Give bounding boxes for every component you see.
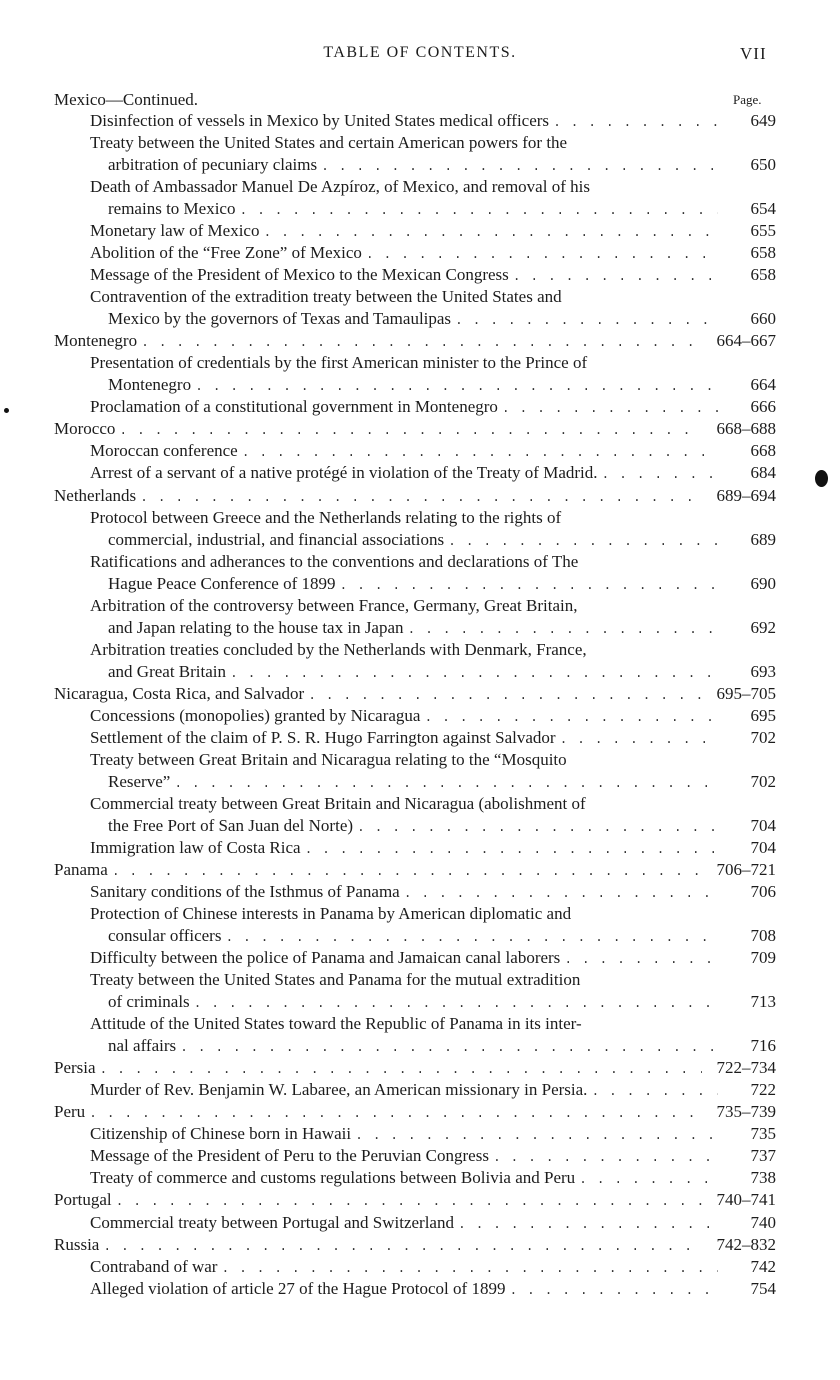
dot-leader — [509, 1280, 718, 1302]
dot-leader — [225, 927, 718, 949]
toc-line — [90, 881, 722, 905]
toc-page-number: 692 — [750, 617, 776, 637]
margin-dot-mark — [815, 470, 828, 487]
toc-line — [108, 617, 722, 641]
toc-entry-text: Panama — [54, 860, 108, 880]
toc-line — [90, 947, 722, 971]
toc-line — [90, 286, 722, 308]
toc-page-number: 722–734 — [716, 1058, 776, 1078]
dot-leader — [493, 1147, 718, 1169]
toc-entry-text: Montenegro — [54, 331, 138, 351]
dot-leader — [408, 619, 718, 641]
toc-page-number: 706–721 — [716, 860, 776, 880]
toc-page-number: 742–832 — [716, 1234, 776, 1254]
toc-entry-text: Montenegro — [108, 375, 192, 395]
dot-leader — [458, 1214, 718, 1236]
running-title: TABLE OF CONTENTS. — [323, 44, 517, 61]
dot-leader — [119, 420, 702, 442]
toc-line — [90, 595, 722, 617]
toc-line — [108, 991, 722, 1015]
toc-line — [90, 1013, 722, 1035]
toc-entry-text: Contraband of war — [90, 1256, 218, 1276]
toc-page-number: 668 — [750, 441, 776, 461]
toc-page-number: 722 — [750, 1080, 776, 1100]
dot-leader — [103, 1236, 702, 1258]
toc-line — [54, 683, 706, 707]
toc-line — [90, 903, 722, 925]
toc-entry-text: Protection of Chinese interests in Panama by American diplomatic and — [90, 904, 572, 924]
toc-line — [108, 1035, 722, 1059]
toc-line — [54, 485, 706, 509]
dot-leader — [180, 1037, 718, 1059]
dot-leader — [355, 1125, 718, 1147]
dot-leader — [340, 575, 718, 597]
toc-line — [90, 440, 722, 464]
dot-leader — [230, 663, 718, 685]
dot-leader — [140, 487, 702, 509]
toc-line — [54, 418, 706, 442]
toc-line — [90, 220, 722, 244]
dot-leader — [564, 949, 718, 971]
toc-page-number: 735 — [750, 1124, 776, 1144]
toc-page-number: 689 — [750, 529, 776, 549]
toc-line — [90, 793, 722, 815]
toc-line — [108, 154, 722, 178]
toc-line — [54, 330, 706, 354]
page-header — [0, 44, 840, 68]
toc-entry-text: Sanitary conditions of the Isthmus of Panama — [90, 882, 400, 902]
toc-entry-text: Arbitration of the controversy between France, Germany, Great Britain, — [90, 595, 578, 615]
toc-entry-text: remains to Mexico — [108, 199, 236, 219]
dot-leader — [553, 112, 718, 134]
toc-line — [90, 352, 722, 374]
toc-line — [90, 837, 722, 861]
dot-leader — [141, 332, 702, 354]
toc-line — [54, 1189, 706, 1213]
margin-dot-mark — [4, 408, 9, 413]
toc-line — [90, 1079, 722, 1103]
dot-leader — [502, 398, 718, 420]
dot-leader — [591, 1081, 718, 1103]
toc-line — [90, 242, 722, 266]
toc-entry-text: Citizenship of Chinese born in Hawaii — [90, 1124, 352, 1144]
toc-page-number: 684 — [750, 463, 776, 483]
dot-leader — [357, 817, 718, 839]
toc-line — [108, 573, 722, 597]
toc-page-number: 704 — [750, 837, 776, 857]
dot-leader — [174, 773, 718, 795]
toc-page-number: 658 — [750, 265, 776, 285]
toc-entry-text: Protocol between Greece and the Netherlands relating to the rights of — [90, 507, 562, 527]
toc-page-number: 735–739 — [716, 1102, 776, 1122]
toc-entry-text: Concessions (monopolies) granted by Nicaragua — [90, 705, 421, 725]
toc-page-number: 693 — [750, 661, 776, 681]
toc-entry-text: of criminals — [108, 992, 190, 1012]
dot-leader — [366, 244, 718, 266]
toc-page-number: 740 — [750, 1212, 776, 1232]
toc-line — [90, 705, 722, 729]
toc-page-number: 706 — [750, 882, 776, 902]
dot-leader — [448, 531, 718, 553]
toc-line — [108, 925, 722, 949]
toc-entry-text: commercial, industrial, and financial associations — [108, 529, 445, 549]
toc-page-number: 709 — [750, 948, 776, 968]
toc-entry-text: Contravention of the extradition treaty between the United States and — [90, 287, 562, 307]
toc-entry-text: Russia — [54, 1234, 100, 1254]
toc-line — [54, 859, 706, 883]
toc-entry-text: Hague Peace Conference of 1899 — [108, 573, 336, 593]
dot-leader — [455, 310, 718, 332]
toc-line — [90, 462, 722, 486]
dot-leader — [194, 993, 718, 1015]
dot-leader — [308, 685, 702, 707]
toc-line — [108, 771, 722, 795]
toc-entry-text: Alleged violation of article 27 of the Hague Protocol of 1899 — [90, 1278, 506, 1298]
toc-line — [90, 110, 722, 134]
toc-entry-text: Treaty of commerce and customs regulations between Bolivia and Peru — [90, 1168, 576, 1188]
dot-leader — [100, 1059, 702, 1081]
toc-entry-text: consular officers — [108, 926, 222, 946]
toc-entry-text: Message of the President of Peru to the Peruvian Congress — [90, 1146, 489, 1166]
toc-entry-text: Portugal — [54, 1190, 112, 1210]
toc-page-number: 664–667 — [716, 331, 776, 351]
toc-line — [90, 132, 722, 154]
toc-line — [108, 815, 722, 839]
toc-entry-text: Netherlands — [54, 485, 137, 505]
toc-page-number: 695 — [750, 705, 776, 725]
toc-line — [90, 1256, 722, 1280]
toc-page-number: 702 — [750, 727, 776, 747]
dot-leader — [560, 729, 718, 751]
dot-leader — [263, 222, 718, 244]
toc-page-number: 668–688 — [716, 419, 776, 439]
toc-line — [54, 1057, 706, 1081]
toc-entry-text: Commercial treaty between Great Britain and Nicaragua (abolishment of — [90, 793, 586, 813]
toc-entry-text: Ratifications and adherances to the conventions and declarations of The — [90, 551, 579, 571]
page-number: VII — [740, 44, 767, 63]
toc-page-number: 704 — [750, 815, 776, 835]
toc-line — [90, 1212, 722, 1236]
toc-entry-text: the Free Port of San Juan del Norte) — [108, 815, 354, 835]
dot-leader — [89, 1103, 702, 1125]
dot-leader — [242, 442, 718, 464]
section-title: Mexico—Continued. — [54, 90, 199, 109]
dot-leader — [112, 861, 702, 883]
dot-leader — [305, 839, 718, 861]
toc-page-number: 708 — [750, 926, 776, 946]
toc-page-number: 738 — [750, 1168, 776, 1188]
toc-entry-text: Moroccan conference — [90, 441, 238, 461]
toc-entry-text: Morocco — [54, 419, 116, 439]
dot-leader — [602, 464, 718, 486]
dot-leader — [404, 883, 718, 905]
dot-leader — [513, 266, 718, 288]
toc-entry-text: Message of the President of Mexico to the Mexican Congress — [90, 265, 509, 285]
toc-line — [90, 639, 722, 661]
toc-page-number: 666 — [750, 397, 776, 417]
toc-entry-text: Commercial treaty between Portugal and Switzerland — [90, 1212, 454, 1232]
toc-entry-text: Arrest of a servant of a native protégé in violation of the Treaty of Madrid. — [90, 463, 598, 483]
toc-line — [90, 1167, 722, 1191]
toc-entry-text: Treaty between the United States and Panama for the mutual extradition — [90, 970, 581, 990]
dot-leader — [195, 376, 718, 398]
toc-line — [90, 551, 722, 573]
dot-leader — [321, 156, 718, 178]
toc-line — [90, 1123, 722, 1147]
toc-line — [54, 1234, 706, 1258]
dot-leader — [579, 1169, 718, 1191]
toc-page-number: 660 — [750, 309, 776, 329]
toc-page-number: 737 — [750, 1146, 776, 1166]
toc-entry-text: Persia — [54, 1058, 96, 1078]
toc-line — [108, 529, 722, 553]
toc-page-number: 740–741 — [716, 1190, 776, 1210]
toc-entry-text: Abolition of the “Free Zone” of Mexico — [90, 243, 362, 263]
dot-leader — [116, 1191, 702, 1213]
toc-page-number: 650 — [750, 155, 776, 175]
toc-page-number: 664 — [750, 375, 776, 395]
toc-page-number: 702 — [750, 771, 776, 791]
toc-page-number: 658 — [750, 243, 776, 263]
toc-line — [54, 1101, 706, 1125]
toc-page-number: 649 — [750, 111, 776, 130]
toc-entry-text: Difficulty between the police of Panama and Jamaican canal laborers — [90, 948, 561, 968]
toc-line — [108, 661, 722, 685]
toc-line — [90, 727, 722, 751]
toc-entry-text: Settlement of the claim of P. S. R. Hugo Farrington against Salvador — [90, 727, 556, 747]
toc-line — [90, 1145, 722, 1169]
toc-line — [90, 176, 722, 198]
toc-line — [108, 308, 722, 332]
toc-entry-text: Proclamation of a constitutional government in Montenegro — [90, 397, 498, 417]
toc-entry-text: Monetary law of Mexico — [90, 221, 260, 241]
toc-entry-text: Mexico by the governors of Texas and Tamaulipas — [108, 309, 452, 329]
toc-entry-text: Murder of Rev. Benjamin W. Labaree, an American missionary in Persia. — [90, 1080, 588, 1100]
toc-page-number: 716 — [750, 1036, 776, 1056]
toc-page-number: 654 — [750, 199, 776, 219]
toc-entry-text: Reserve” — [108, 771, 171, 791]
toc-entry-text: Treaty between Great Britain and Nicaragua relating to the “Mosquito — [90, 749, 567, 769]
toc-line — [90, 749, 722, 771]
toc-entry-text: and Great Britain — [108, 661, 227, 681]
dot-leader — [221, 1258, 718, 1280]
toc-entry-text: Presentation of credentials by the first American minister to the Prince of — [90, 353, 588, 373]
toc-page-number: 742 — [750, 1256, 776, 1276]
toc-line — [108, 374, 722, 398]
toc-line — [90, 264, 722, 288]
toc-entry-text: Treaty between the United States and certain American powers for the — [90, 133, 568, 153]
toc-entry-text: nal affairs — [108, 1036, 177, 1056]
toc-entry-text: and Japan relating to the house tax in Japan — [108, 617, 404, 637]
toc-line — [90, 507, 722, 529]
toc-page-number: 690 — [750, 573, 776, 593]
toc-entry-text: arbitration of pecuniary claims — [108, 155, 318, 175]
toc-line — [90, 969, 722, 991]
toc-entry-text: Arbitration treaties concluded by the Netherlands with Denmark, France, — [90, 639, 587, 659]
toc-entry-text: Disinfection of vessels in Mexico by United States medical officers — [90, 111, 550, 130]
toc-line — [90, 396, 722, 420]
toc-entry-text: Death of Ambassador Manuel De Azpíroz, of Mexico, and removal of his — [90, 177, 590, 197]
toc-entry-text: Attitude of the United States toward the Republic of Panama in its inter- — [90, 1014, 582, 1034]
toc-page-number: 695–705 — [716, 683, 776, 703]
toc-line — [90, 1278, 722, 1302]
toc-entry-text: Peru — [54, 1102, 86, 1122]
toc-page-number: 689–694 — [716, 485, 776, 505]
page-column-label: Page. — [733, 92, 762, 107]
toc-line — [108, 198, 722, 222]
toc-entry-text: Nicaragua, Costa Rica, and Salvador — [54, 683, 305, 703]
toc-page-number: 655 — [750, 221, 776, 241]
dot-leader — [239, 200, 718, 222]
toc-entry-text: Immigration law of Costa Rica — [90, 837, 301, 857]
toc-page-number: 754 — [750, 1278, 776, 1298]
dot-leader — [424, 707, 718, 729]
toc-page-number: 713 — [750, 992, 776, 1012]
